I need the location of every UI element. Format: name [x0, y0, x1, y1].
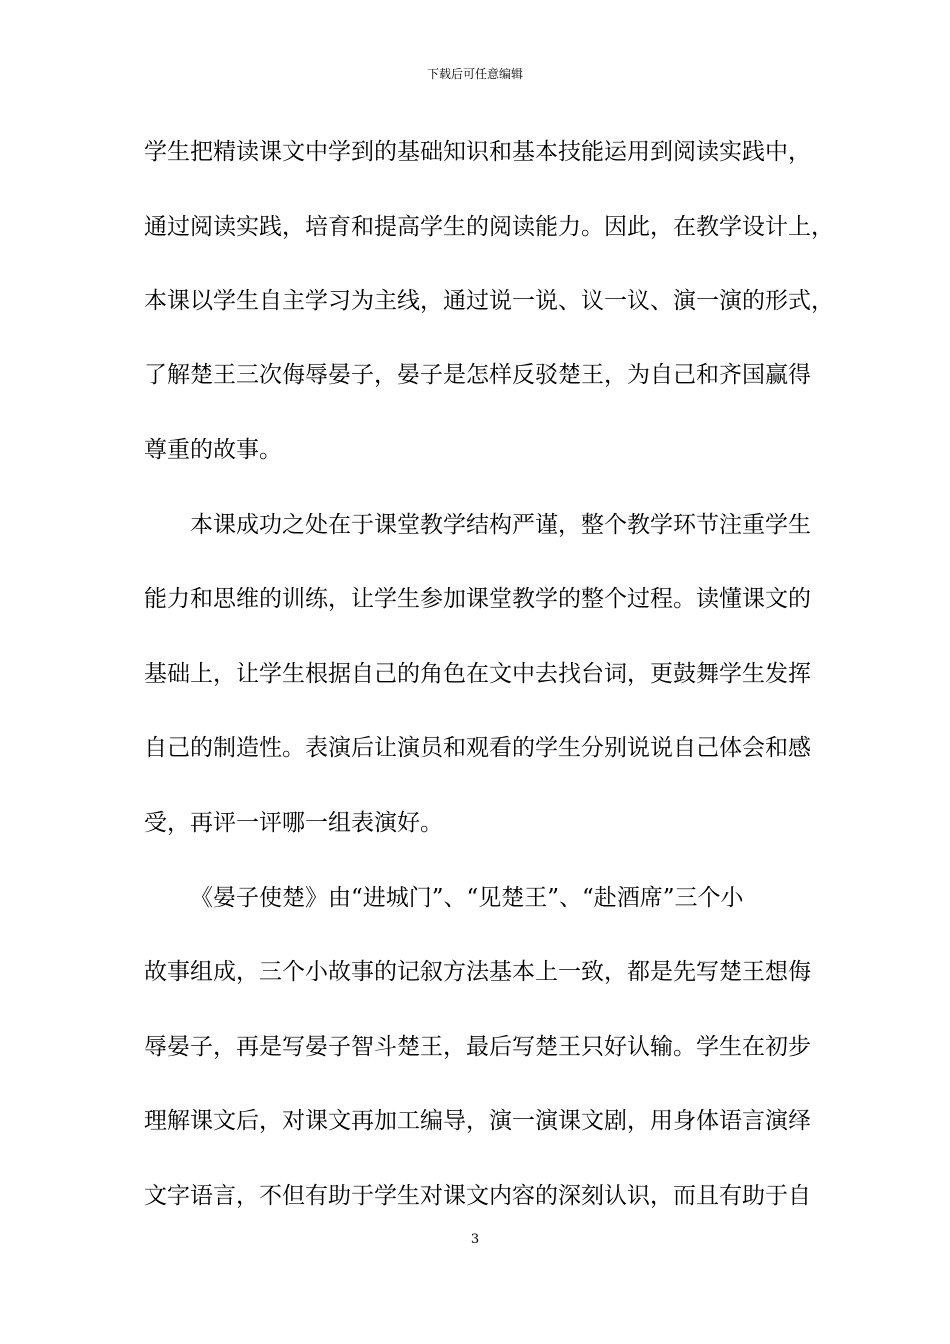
paragraph-2-line-1: 本课成功之处在于课堂教学结构严谨，整个教学环节注重学生 — [190, 512, 811, 538]
paragraph-2-line-5: 受，再评一评哪一组表演好。 — [144, 810, 443, 836]
paragraph-3-line-1: 《晏子使楚》由“进城门”、“见楚王”、“赴酒席”三个小 — [190, 885, 744, 911]
paragraph-1-line-3: 本课以学生自主学习为主线，通过说一说、议一议、演一演的形式， — [144, 288, 834, 314]
paragraph-1-line-5: 尊重的故事。 — [144, 437, 282, 463]
paragraph-3-line-2: 故事组成，三个小故事的记叙方法基本上一致，都是先写楚王想侮 — [144, 959, 811, 985]
paragraph-3-line-4: 理解课文后，对课文再加工编导，演一演课文剧，用身体语言演绎 — [144, 1108, 811, 1134]
paragraph-2-line-4: 自己的制造性。表演后让演员和观看的学生分别说说自己体会和感 — [144, 735, 811, 761]
paragraph-3-line-5: 文字语言，不但有助于学生对课文内容的深刻认识，而且有助于自 — [144, 1183, 811, 1209]
paragraph-1-line-2: 通过阅读实践，培育和提高学生的阅读能力。因此，在教学设计上， — [144, 214, 834, 240]
paragraph-2-line-2: 能力和思维的训练，让学生参加课堂教学的整个过程。读懂课文的 — [144, 586, 811, 612]
paragraph-1-line-1: 学生把精读课文中学到的基础知识和基本技能运用到阅读实践中， — [144, 139, 811, 165]
page-number: 3 — [470, 1232, 480, 1247]
paragraph-1-line-4: 了解楚王三次侮辱晏子，晏子是怎样反驳楚王，为自己和齐国赢得 — [144, 362, 811, 388]
page-header: 下载后可任意编辑 — [426, 67, 523, 81]
paragraph-3-line-3: 辱晏子，再是写晏子智斗楚王，最后写楚王只好认输。学生在初步 — [144, 1034, 811, 1060]
paragraph-2-line-3: 基础上，让学生根据自己的角色在文中去找台词，更鼓舞学生发挥 — [144, 661, 811, 687]
